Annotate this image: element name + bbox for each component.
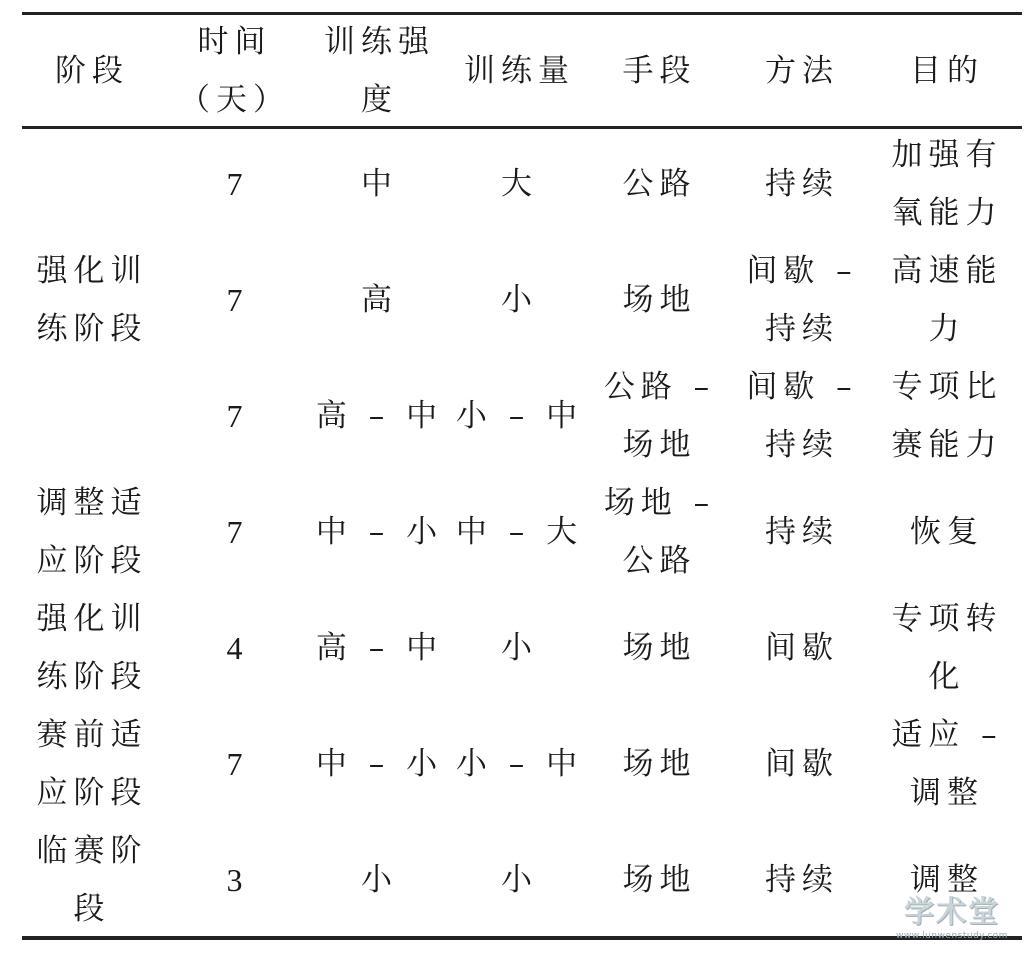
cell-means: 场地	[622, 862, 697, 898]
cell-volume: 小 – 中	[455, 746, 584, 782]
cell-days: 7	[226, 282, 243, 318]
stage-cell: 强化训 练阶段	[36, 253, 148, 347]
header-method: 方法	[765, 52, 839, 89]
cell-days: 7	[226, 514, 243, 550]
header-volume: 训练量	[464, 52, 575, 89]
cell-purpose: 适应 – 调整	[891, 717, 1003, 811]
cell-intensity: 高	[361, 282, 398, 318]
stage-cell: 调整适 应阶段	[36, 485, 148, 579]
cell-intensity: 小	[361, 862, 398, 898]
cell-means: 公路	[622, 166, 697, 202]
cell-purpose: 加强有 氧能力	[891, 137, 1003, 231]
cell-purpose: 调整	[910, 862, 984, 898]
header-stage: 阶段	[55, 52, 129, 89]
cell-intensity: 高 – 中	[315, 630, 444, 666]
cell-volume: 小 – 中	[455, 398, 584, 434]
cell-volume: 小	[501, 630, 538, 666]
cell-means: 场地 – 公路	[603, 485, 716, 579]
cell-purpose: 恢复	[910, 514, 984, 550]
cell-intensity: 高 – 中	[315, 398, 444, 434]
header-days: 时间 （天）	[179, 23, 290, 118]
cell-method: 间歇	[765, 746, 839, 782]
cell-method: 持续	[765, 514, 839, 550]
cell-intensity: 中	[361, 166, 398, 202]
header-means: 手段	[622, 52, 697, 89]
cell-purpose: 专项转 化	[891, 601, 1003, 695]
cell-method: 间歇 – 持续	[746, 253, 858, 347]
cell-method: 间歇 – 持续	[746, 369, 858, 463]
cell-purpose: 专项比 赛能力	[891, 369, 1003, 463]
cell-days: 4	[226, 630, 243, 666]
stage-cell: 强化训 练阶段	[36, 601, 148, 695]
cell-volume: 小	[501, 862, 538, 898]
cell-means: 场地	[622, 630, 697, 666]
cell-means: 场地	[622, 282, 697, 318]
cell-volume: 中 – 大	[455, 514, 584, 550]
cell-volume: 小	[501, 282, 538, 318]
cell-intensity: 中 – 小	[315, 514, 444, 550]
cell-method: 持续	[765, 166, 839, 202]
cell-method: 间歇	[765, 630, 839, 666]
cell-purpose: 高速能 力	[891, 253, 1003, 347]
header-intensity: 训练强 度	[324, 23, 435, 118]
cell-days: 7	[226, 398, 243, 434]
watermark-url: www.lunwenstudy.com	[896, 931, 1008, 941]
site-watermark	[877, 887, 1027, 941]
cell-method: 持续	[765, 862, 839, 898]
cell-days: 3	[226, 862, 243, 898]
cell-means: 公路 – 场地	[603, 369, 716, 463]
cell-means: 场地	[622, 746, 697, 782]
cell-volume: 大	[501, 166, 538, 202]
watermark-logo-text: 学术堂	[904, 895, 1000, 930]
training-plan-table	[22, 12, 1022, 940]
stage-cell: 临赛阶 段	[36, 833, 148, 927]
header-purpose: 目的	[910, 52, 984, 89]
cell-days: 7	[226, 166, 243, 202]
stage-cell: 赛前适 应阶段	[36, 717, 148, 811]
cell-intensity: 中 – 小	[315, 746, 444, 782]
cell-days: 7	[226, 746, 243, 782]
